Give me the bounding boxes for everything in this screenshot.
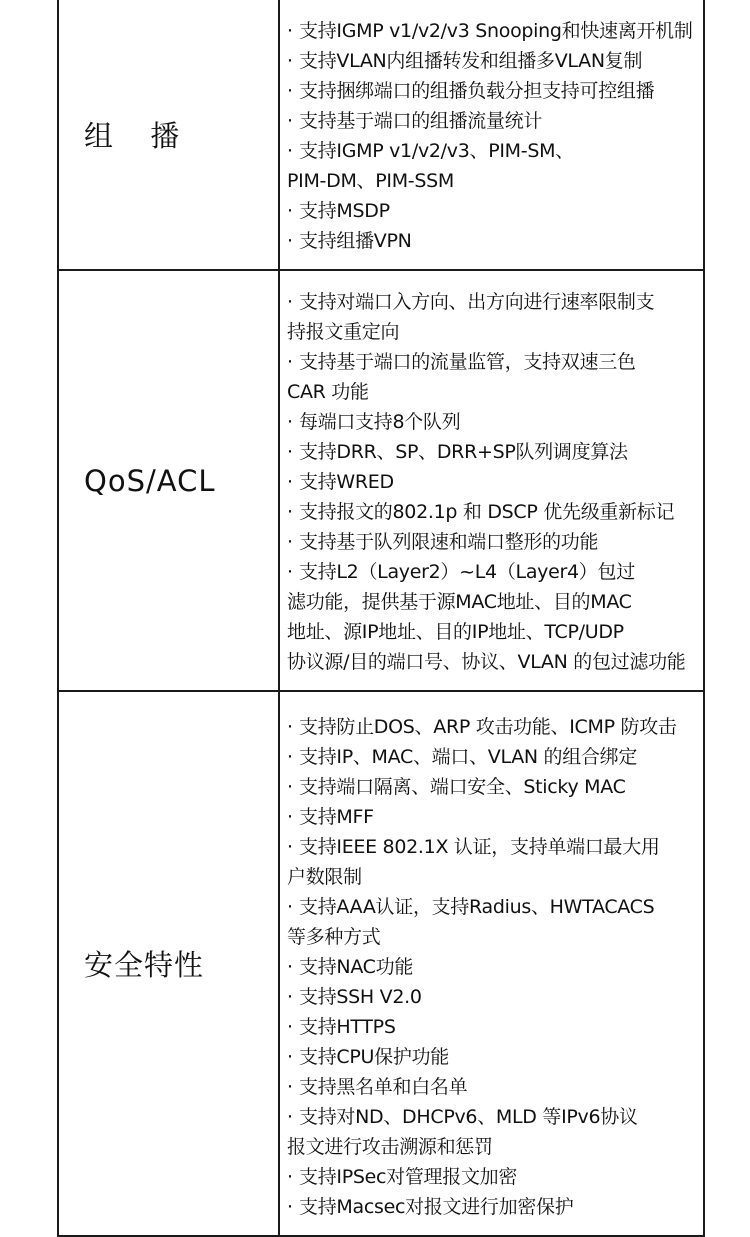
feature-cell <box>280 271 703 690</box>
feature-item <box>287 347 699 407</box>
feature-text: 支持Macsec对报文进行加密保护 <box>299 1196 574 1218</box>
feature-text: 支持MFF <box>299 806 374 828</box>
bullet-dot-icon: · <box>287 200 293 222</box>
feature-text: 支持IGMP v1/v2/v3、PIM-SM、 PIM-DM、PIM-SSM <box>287 140 574 192</box>
feature-cell <box>280 692 703 1235</box>
feature-item <box>287 1042 699 1072</box>
bullet-dot-icon: · <box>287 986 293 1008</box>
bullet-dot-icon: · <box>287 441 293 463</box>
feature-text: 支持NAC功能 <box>299 956 414 978</box>
bullet-dot-icon: · <box>287 746 293 768</box>
bullet-dot-icon: · <box>287 1016 293 1038</box>
bullet-dot-icon: · <box>287 50 293 72</box>
feature-item <box>287 226 699 256</box>
feature-text: 支持IPSec对管理报文加密 <box>299 1166 518 1188</box>
feature-text: 支持AAA认证，支持Radius、HWTACACS 等多种方式 <box>287 896 655 948</box>
bullet-dot-icon: · <box>287 1196 293 1218</box>
feature-text: 支持基于端口的流量监管，支持双速三色 CAR 功能 <box>287 351 636 403</box>
feature-text: 支持组播VPN <box>299 230 412 252</box>
feature-item <box>287 106 699 136</box>
bullet-dot-icon: · <box>287 956 293 978</box>
bullet-dot-icon: · <box>287 561 293 583</box>
feature-list <box>287 287 699 677</box>
feature-text: 支持对ND、DHCPv6、MLD 等IPv6协议 报文进行攻击溯源和惩罚 <box>287 1106 638 1158</box>
feature-text: 支持L2（Layer2）~L4（Layer4）包过 滤功能，提供基于源MAC地址、目的MAC 地址、源IP地址、目的IP地址、TCP/UDP 协议源/目的端口号、协议、VLAN 的包过滤功能 <box>287 561 686 673</box>
feature-item <box>287 982 699 1012</box>
bullet-dot-icon: · <box>287 836 293 858</box>
feature-item <box>287 1192 699 1222</box>
feature-text: 支持CPU保护功能 <box>299 1046 449 1068</box>
feature-item <box>287 407 699 437</box>
feature-item <box>287 557 699 677</box>
table-row-qos-acl <box>59 269 703 690</box>
feature-text: 支持基于队列限速和端口整形的功能 <box>299 531 599 553</box>
bullet-dot-icon: · <box>287 531 293 553</box>
feature-item <box>287 1072 699 1102</box>
bullet-dot-icon: · <box>287 230 293 252</box>
bullet-dot-icon: · <box>287 716 293 738</box>
feature-item <box>287 196 699 226</box>
feature-text: 支持VLAN内组播转发和组播多VLAN复制 <box>299 50 643 72</box>
bullet-dot-icon: · <box>287 501 293 523</box>
category-label: 组 播 <box>84 119 194 153</box>
feature-text: 支持黑名单和白名单 <box>299 1076 468 1098</box>
feature-item <box>287 742 699 772</box>
bullet-dot-icon: · <box>287 1046 293 1068</box>
feature-item <box>287 527 699 557</box>
feature-text: 支持WRED <box>299 471 394 493</box>
bullet-dot-icon: · <box>287 20 293 42</box>
feature-item <box>287 772 699 802</box>
bullet-dot-icon: · <box>287 291 293 313</box>
feature-list <box>287 712 699 1222</box>
feature-text: 支持捆绑端口的组播负载分担支持可控组播 <box>299 80 655 102</box>
bullet-dot-icon: · <box>287 806 293 828</box>
feature-text: 支持对端口入方向、出方向进行速率限制支 持报文重定向 <box>287 291 655 343</box>
feature-item <box>287 832 699 892</box>
feature-item <box>287 952 699 982</box>
feature-item <box>287 802 699 832</box>
spec-table <box>57 0 705 1237</box>
bullet-dot-icon: · <box>287 140 293 162</box>
feature-item <box>287 497 699 527</box>
feature-text: 支持MSDP <box>299 200 390 222</box>
category-cell <box>59 0 280 269</box>
feature-text: 支持IGMP v1/v2/v3 Snooping和快速离开机制 <box>299 20 693 42</box>
bullet-dot-icon: · <box>287 1076 293 1098</box>
feature-item <box>287 287 699 347</box>
feature-text: 支持HTTPS <box>299 1016 396 1038</box>
feature-list <box>287 16 699 256</box>
feature-text: 支持端口隔离、端口安全、Sticky MAC <box>299 776 626 798</box>
feature-item <box>287 136 699 196</box>
feature-cell <box>280 0 703 269</box>
table-row-security <box>59 690 703 1235</box>
feature-item <box>287 892 699 952</box>
feature-item <box>287 46 699 76</box>
table-row-multicast <box>59 0 703 269</box>
feature-item <box>287 712 699 742</box>
bullet-dot-icon: · <box>287 896 293 918</box>
feature-text: 支持IP、MAC、端口、VLAN 的组合绑定 <box>299 746 638 768</box>
category-label: 安全特性 <box>84 948 205 982</box>
feature-item <box>287 437 699 467</box>
category-cell <box>59 271 280 690</box>
feature-text: 每端口支持8个队列 <box>299 411 461 433</box>
feature-text: 支持基于端口的组播流量统计 <box>299 110 543 132</box>
feature-text: 支持DRR、SP、DRR+SP队列调度算法 <box>299 441 628 463</box>
category-cell <box>59 692 280 1235</box>
feature-item <box>287 76 699 106</box>
feature-item <box>287 1012 699 1042</box>
feature-item <box>287 16 699 46</box>
bullet-dot-icon: · <box>287 110 293 132</box>
bullet-dot-icon: · <box>287 351 293 373</box>
bullet-dot-icon: · <box>287 471 293 493</box>
feature-text: 支持报文的802.1p 和 DSCP 优先级重新标记 <box>299 501 675 523</box>
feature-text: 支持IEEE 802.1X 认证，支持单端口最大用 户数限制 <box>287 836 660 888</box>
category-label: QoS/ACL <box>84 463 216 498</box>
bullet-dot-icon: · <box>287 80 293 102</box>
feature-item <box>287 1162 699 1192</box>
bullet-dot-icon: · <box>287 411 293 433</box>
bullet-dot-icon: · <box>287 1106 293 1128</box>
feature-item <box>287 1102 699 1162</box>
feature-text: 支持SSH V2.0 <box>299 986 422 1008</box>
feature-item <box>287 467 699 497</box>
feature-text: 支持防止DOS、ARP 攻击功能、ICMP 防攻击 <box>299 716 677 738</box>
bullet-dot-icon: · <box>287 1166 293 1188</box>
bullet-dot-icon: · <box>287 776 293 798</box>
